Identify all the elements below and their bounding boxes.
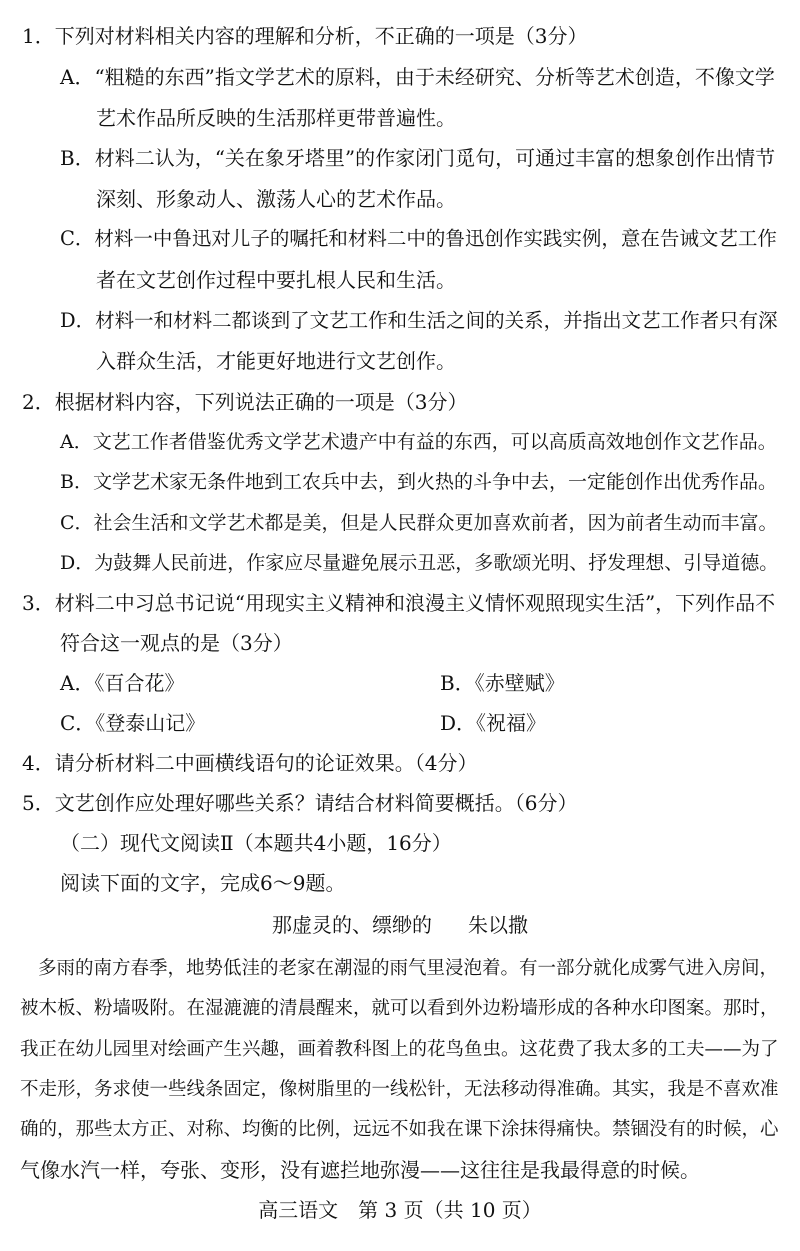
question-1-option-c: C．材料一中鲁迅对儿子的嘱托和材料二中的鲁迅创作实践实例，意在告诫文艺工作 bbox=[60, 227, 777, 250]
question-3-option-c: C．《登泰山记》 bbox=[60, 711, 206, 735]
passage-line-5: 确的，那些太方正、对称、均衡的比例，远远不如我在课下涂抹得痛快。禁锢没有的时候，心 bbox=[20, 1119, 779, 1140]
question-1-option-b: B．材料二认为，“关在象牙塔里”的作家闭门觅句，可通过丰富的想象创作出情节 bbox=[60, 146, 776, 170]
question-3-option-a: A．《百合花》 bbox=[60, 671, 185, 695]
passage-line-4: 不走形，务求使一些线条固定，像树脂里的一线松针，无法移动得准确。其实，我是不喜欢准 bbox=[20, 1079, 779, 1100]
question-4-stem: 4．请分析材料二中画横线语句的论证效果。（4分） bbox=[22, 751, 478, 775]
question-2-option-d: D．为鼓舞人民前进，作家应尽量避免展示丑恶，多歌颂光明、抒发理想、引导道德。 bbox=[60, 552, 779, 574]
passage-title-line bbox=[0, 912, 800, 938]
question-3-stem: 3．材料二中习总书记说“用现实主义精神和浪漫主义情怀观照现实生活”，下列作品不 bbox=[22, 591, 776, 615]
passage-author: 朱以撒 bbox=[468, 913, 528, 937]
question-1-option-d-cont: 入群众生活，才能更好地进行文艺创作。 bbox=[96, 349, 456, 373]
passage-line-2: 被木板、粉墙吸附。在湿漉漉的清晨醒来，就可以看到外边粉墙形成的各种水印图案。那时， bbox=[20, 998, 779, 1019]
question-2-option-b: B．文学艺术家无条件地到工农兵中去，到火热的斗争中去，一定能创作出优秀作品。 bbox=[60, 471, 777, 493]
passage-title: 那虚灵的、缥缈的 bbox=[272, 913, 432, 937]
question-1-option-a-cont: 艺术作品所反映的生活那样更带普遍性。 bbox=[96, 106, 456, 130]
question-1-option-d: D．材料一和材料二都谈到了文艺工作和生活之间的关系，并指出文艺工作者只有深 bbox=[60, 309, 778, 332]
section-instruction: 阅读下面的文字，完成6～9题。 bbox=[60, 871, 346, 895]
question-2-option-c: C．社会生活和文学艺术都是美，但是人民群众更加喜欢前者，因为前者生动而丰富。 bbox=[60, 512, 778, 534]
question-1-stem: 1．下列对材料相关内容的理解和分析，不正确的一项是（3分） bbox=[22, 24, 588, 48]
question-3-option-d: D．《祝福》 bbox=[440, 711, 547, 735]
page-footer: 高三语文 第 3 页（共 10 页） bbox=[258, 1198, 542, 1222]
question-3-stem-cont: 符合这一观点的是（3分） bbox=[60, 631, 293, 655]
question-1-option-b-cont: 深刻、形象动人、激荡人心的艺术作品。 bbox=[96, 187, 456, 211]
question-5-stem: 5．文艺创作应处理好哪些关系？请结合材料简要概括。（6分） bbox=[22, 791, 578, 815]
question-2-option-a: A．文艺工作者借鉴优秀文学艺术遗产中有益的东西，可以高质高效地创作文艺作品。 bbox=[60, 431, 777, 453]
section-heading: （二）现代文阅读Ⅱ（本题共4小题，16分） bbox=[60, 831, 452, 855]
passage-line-3: 我正在幼儿园里对绘画产生兴趣，画着教科图上的花鸟鱼虫。这花费了我太多的工夫——为了 bbox=[20, 1039, 779, 1060]
passage-line-6: 气像水汽一样，夸张、变形，没有遮拦地弥漫——这往往是我最得意的时候。 bbox=[20, 1158, 700, 1182]
question-2-stem: 2．根据材料内容，下列说法正确的一项是（3分） bbox=[22, 390, 468, 414]
question-1-option-a: A．“粗糙的东西”指文学艺术的原料，由于未经研究、分析等艺术创造，不像文学 bbox=[60, 65, 775, 89]
question-3-option-b: B．《赤壁赋》 bbox=[440, 671, 565, 695]
question-1-option-c-cont: 者在文艺创作过程中要扎根人民和生活。 bbox=[96, 268, 456, 292]
passage-line-1: 多雨的南方春季，地势低洼的老家在潮湿的雨气里浸泡着。有一部分就化成雾气进入房间， bbox=[38, 958, 779, 979]
